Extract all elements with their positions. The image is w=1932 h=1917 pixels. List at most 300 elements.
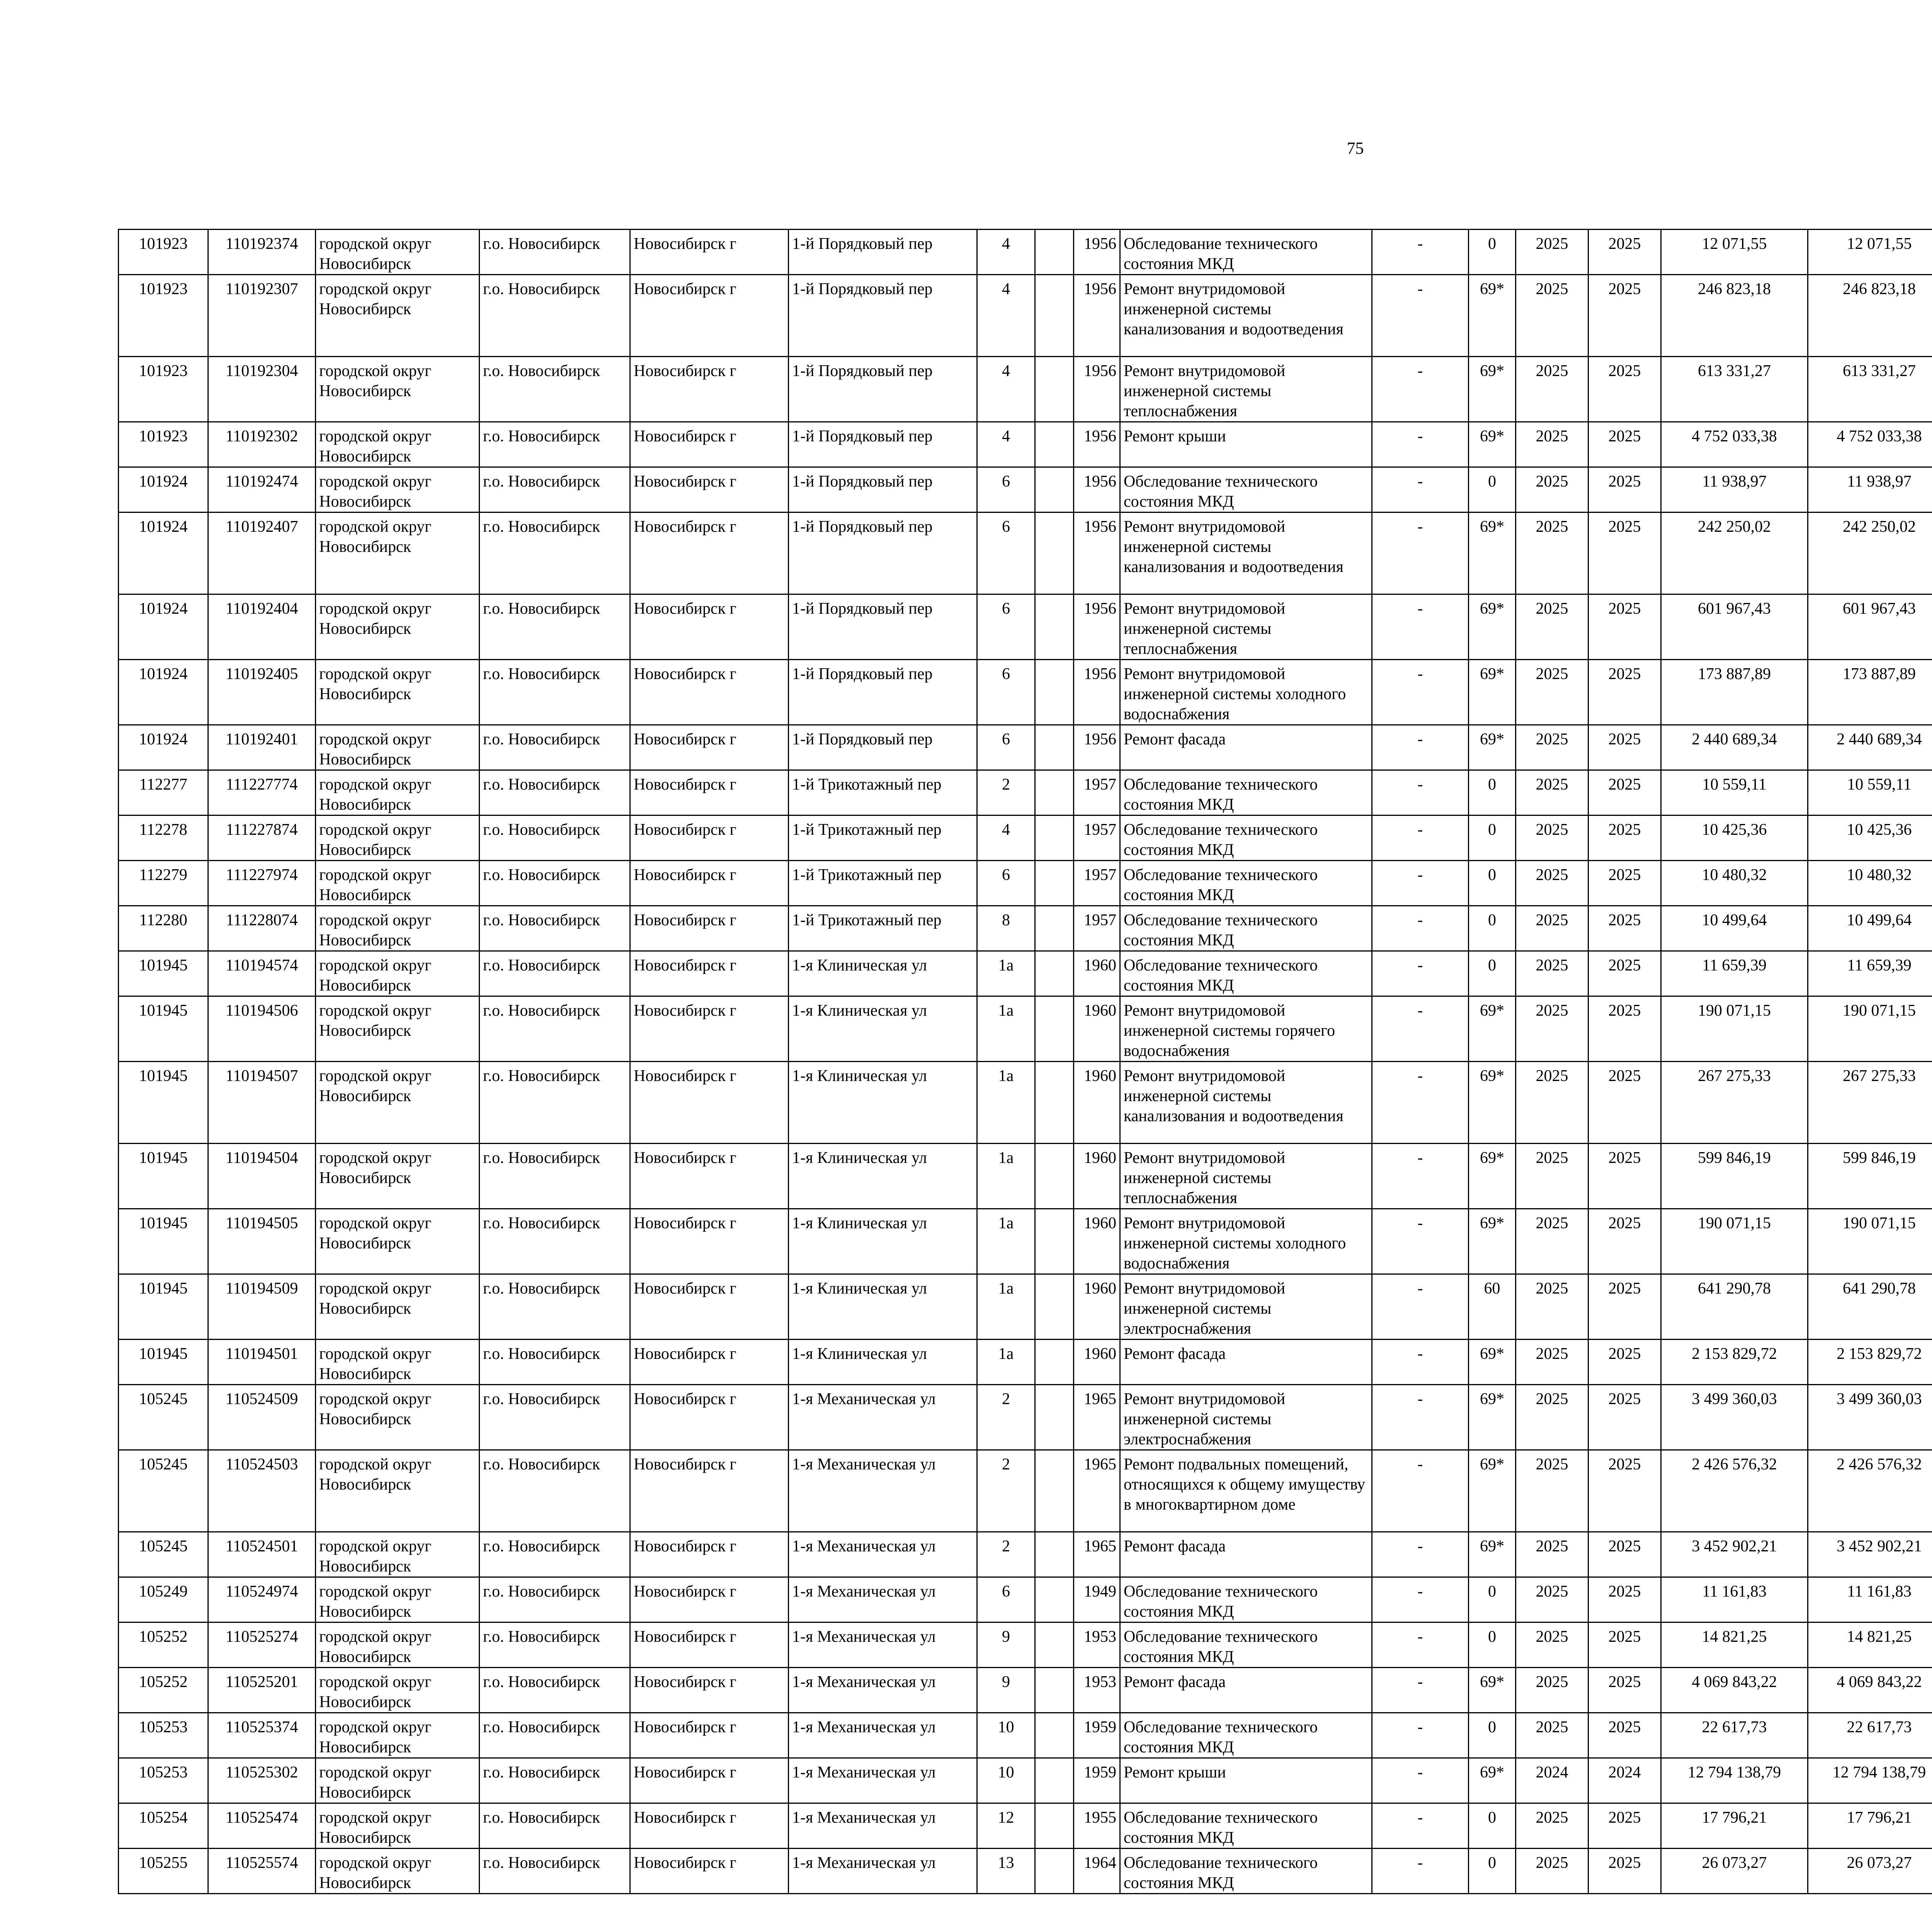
cell-house-id: 105245	[119, 1532, 208, 1577]
cell-house-number: 6	[977, 725, 1035, 770]
cell-building	[1035, 1209, 1074, 1274]
cell-work-type: Ремонт внутридомовой инженерной системы горячего водоснабжения	[1120, 996, 1372, 1062]
cell-municipality: городской округ Новосибирск	[316, 357, 480, 422]
table-row	[119, 951, 1932, 996]
cell-city: Новосибирск г	[630, 230, 789, 275]
cell-house-id: 105245	[119, 1385, 208, 1450]
table-row	[119, 1622, 1932, 1668]
cell-building	[1035, 1622, 1074, 1668]
cell-house-id: 101924	[119, 467, 208, 512]
cell-district: г.о. Новосибирск	[480, 467, 630, 512]
cell-cost-owners: 613 331,27	[1808, 357, 1932, 422]
cell-plan-year-end: 2025	[1588, 512, 1661, 594]
cell-col-dash: -	[1372, 906, 1469, 951]
cell-lifetime: 69*	[1469, 594, 1516, 660]
cell-work-id: 110194507	[208, 1062, 316, 1144]
table-row	[119, 230, 1932, 275]
cell-house-number: 9	[977, 1668, 1035, 1713]
cell-cost-owners: 173 887,89	[1808, 660, 1932, 725]
cell-lifetime: 69*	[1469, 1144, 1516, 1209]
cell-street: 1-я Клиническая ул	[789, 1062, 977, 1144]
cell-house-id: 112277	[119, 770, 208, 815]
cell-district: г.о. Новосибирск	[480, 770, 630, 815]
cell-lifetime: 0	[1469, 230, 1516, 275]
cell-plan-year-end: 2025	[1588, 1385, 1661, 1450]
cell-plan-year-start: 2024	[1516, 1758, 1588, 1803]
cell-total-cost: 10 559,11	[1661, 770, 1808, 815]
cell-district: г.о. Новосибирск	[480, 951, 630, 996]
cell-year-built: 1960	[1074, 996, 1120, 1062]
cell-plan-year-start: 2025	[1516, 1209, 1588, 1274]
cell-plan-year-start: 2025	[1516, 1274, 1588, 1340]
cell-plan-year-end: 2025	[1588, 1577, 1661, 1622]
cell-lifetime: 69*	[1469, 275, 1516, 357]
cell-street: 1-я Клиническая ул	[789, 996, 977, 1062]
repair-registry-table	[118, 229, 1932, 1894]
cell-city: Новосибирск г	[630, 996, 789, 1062]
cell-building	[1035, 422, 1074, 467]
cell-district: г.о. Новосибирск	[480, 725, 630, 770]
cell-year-built: 1956	[1074, 594, 1120, 660]
cell-building	[1035, 906, 1074, 951]
cell-year-built: 1957	[1074, 906, 1120, 951]
cell-total-cost: 601 967,43	[1661, 594, 1808, 660]
cell-work-type: Ремонт внутридомовой инженерной системы канализования и водоотведения	[1120, 512, 1372, 594]
cell-building	[1035, 275, 1074, 357]
cell-plan-year-start: 2025	[1516, 1713, 1588, 1758]
cell-city: Новосибирск г	[630, 1577, 789, 1622]
cell-year-built: 1956	[1074, 230, 1120, 275]
cell-building	[1035, 512, 1074, 594]
cell-work-type: Обследование технического состояния МКД	[1120, 1803, 1372, 1849]
cell-plan-year-start: 2025	[1516, 512, 1588, 594]
cell-year-built: 1953	[1074, 1622, 1120, 1668]
cell-building	[1035, 594, 1074, 660]
cell-district: г.о. Новосибирск	[480, 1758, 630, 1803]
cell-street: 1-я Механическая ул	[789, 1668, 977, 1713]
cell-building	[1035, 660, 1074, 725]
cell-street: 1-й Порядковый пер	[789, 275, 977, 357]
cell-lifetime: 0	[1469, 467, 1516, 512]
cell-lifetime: 69*	[1469, 1340, 1516, 1385]
cell-lifetime: 0	[1469, 906, 1516, 951]
cell-street: 1-й Порядковый пер	[789, 512, 977, 594]
cell-lifetime: 0	[1469, 1803, 1516, 1849]
cell-plan-year-start: 2025	[1516, 1849, 1588, 1894]
cell-work-id: 110194501	[208, 1340, 316, 1385]
cell-work-id: 110194509	[208, 1274, 316, 1340]
cell-work-type: Ремонт внутридомовой инженерной системы теплоснабжения	[1120, 594, 1372, 660]
cell-cost-owners: 10 559,11	[1808, 770, 1932, 815]
cell-house-id: 105254	[119, 1803, 208, 1849]
cell-plan-year-end: 2025	[1588, 906, 1661, 951]
cell-work-type: Ремонт внутридомовой инженерной системы холодного водоснабжения	[1120, 660, 1372, 725]
cell-city: Новосибирск г	[630, 1340, 789, 1385]
cell-district: г.о. Новосибирск	[480, 1849, 630, 1894]
cell-district: г.о. Новосибирск	[480, 512, 630, 594]
cell-total-cost: 22 617,73	[1661, 1713, 1808, 1758]
cell-district: г.о. Новосибирск	[480, 1385, 630, 1450]
cell-house-id: 101924	[119, 594, 208, 660]
cell-house-number: 1а	[977, 1062, 1035, 1144]
cell-col-dash: -	[1372, 861, 1469, 906]
cell-year-built: 1956	[1074, 275, 1120, 357]
table-row	[119, 357, 1932, 422]
cell-lifetime: 0	[1469, 951, 1516, 996]
cell-year-built: 1960	[1074, 1209, 1120, 1274]
cell-city: Новосибирск г	[630, 1532, 789, 1577]
cell-work-id: 110192401	[208, 725, 316, 770]
cell-plan-year-end: 2025	[1588, 275, 1661, 357]
cell-col-dash: -	[1372, 1803, 1469, 1849]
cell-street: 1-я Механическая ул	[789, 1849, 977, 1894]
cell-plan-year-end: 2025	[1588, 1668, 1661, 1713]
cell-municipality: городской округ Новосибирск	[316, 861, 480, 906]
cell-work-id: 110524501	[208, 1532, 316, 1577]
cell-total-cost: 242 250,02	[1661, 512, 1808, 594]
cell-building	[1035, 1803, 1074, 1849]
cell-district: г.о. Новосибирск	[480, 815, 630, 861]
cell-cost-owners: 10 425,36	[1808, 815, 1932, 861]
cell-col-dash: -	[1372, 1758, 1469, 1803]
cell-street: 1-й Порядковый пер	[789, 230, 977, 275]
cell-lifetime: 69*	[1469, 422, 1516, 467]
cell-municipality: городской округ Новосибирск	[316, 594, 480, 660]
cell-cost-owners: 190 071,15	[1808, 996, 1932, 1062]
cell-cost-owners: 11 938,97	[1808, 467, 1932, 512]
cell-total-cost: 26 073,27	[1661, 1849, 1808, 1894]
cell-house-number: 2	[977, 1450, 1035, 1532]
cell-district: г.о. Новосибирск	[480, 357, 630, 422]
cell-plan-year-end: 2025	[1588, 1340, 1661, 1385]
cell-cost-owners: 10 480,32	[1808, 861, 1932, 906]
cell-year-built: 1960	[1074, 1062, 1120, 1144]
cell-plan-year-start: 2025	[1516, 861, 1588, 906]
cell-work-type: Обследование технического состояния МКД	[1120, 906, 1372, 951]
cell-year-built: 1955	[1074, 1803, 1120, 1849]
cell-work-type: Ремонт крыши	[1120, 422, 1372, 467]
cell-municipality: городской округ Новосибирск	[316, 770, 480, 815]
cell-lifetime: 0	[1469, 815, 1516, 861]
cell-street: 1-я Клиническая ул	[789, 951, 977, 996]
cell-lifetime: 69*	[1469, 1385, 1516, 1450]
cell-city: Новосибирск г	[630, 725, 789, 770]
cell-work-type: Ремонт внутридомовой инженерной системы теплоснабжения	[1120, 357, 1372, 422]
cell-plan-year-end: 2025	[1588, 815, 1661, 861]
cell-plan-year-start: 2025	[1516, 357, 1588, 422]
cell-plan-year-start: 2025	[1516, 1062, 1588, 1144]
cell-work-id: 111227974	[208, 861, 316, 906]
cell-work-id: 110194506	[208, 996, 316, 1062]
cell-house-id: 105245	[119, 1450, 208, 1532]
cell-district: г.о. Новосибирск	[480, 1577, 630, 1622]
cell-col-dash: -	[1372, 1062, 1469, 1144]
table-row	[119, 725, 1932, 770]
cell-work-type: Ремонт внутридомовой инженерной системы канализования и водоотведения	[1120, 275, 1372, 357]
cell-municipality: городской округ Новосибирск	[316, 1668, 480, 1713]
table-row	[119, 1062, 1932, 1144]
cell-city: Новосибирск г	[630, 1713, 789, 1758]
cell-city: Новосибирск г	[630, 1849, 789, 1894]
cell-cost-owners: 10 499,64	[1808, 906, 1932, 951]
cell-house-number: 2	[977, 770, 1035, 815]
cell-work-id: 110525474	[208, 1803, 316, 1849]
cell-col-dash: -	[1372, 1532, 1469, 1577]
cell-house-id: 101945	[119, 1274, 208, 1340]
table-row	[119, 1340, 1932, 1385]
cell-col-dash: -	[1372, 660, 1469, 725]
cell-year-built: 1957	[1074, 815, 1120, 861]
cell-district: г.о. Новосибирск	[480, 230, 630, 275]
cell-col-dash: -	[1372, 1340, 1469, 1385]
cell-plan-year-start: 2025	[1516, 594, 1588, 660]
cell-city: Новосибирск г	[630, 357, 789, 422]
cell-building	[1035, 1577, 1074, 1622]
cell-district: г.о. Новосибирск	[480, 861, 630, 906]
cell-building	[1035, 770, 1074, 815]
cell-total-cost: 599 846,19	[1661, 1144, 1808, 1209]
cell-work-id: 111227774	[208, 770, 316, 815]
cell-plan-year-end: 2025	[1588, 660, 1661, 725]
cell-plan-year-end: 2025	[1588, 1450, 1661, 1532]
cell-house-number: 1а	[977, 1274, 1035, 1340]
cell-work-id: 110525374	[208, 1713, 316, 1758]
cell-work-type: Обследование технического состояния МКД	[1120, 1622, 1372, 1668]
cell-work-type: Ремонт внутридомовой инженерной системы канализования и водоотведения	[1120, 1062, 1372, 1144]
cell-cost-owners: 2 440 689,34	[1808, 725, 1932, 770]
cell-house-id: 101945	[119, 1209, 208, 1274]
cell-lifetime: 69*	[1469, 1450, 1516, 1532]
cell-year-built: 1949	[1074, 1577, 1120, 1622]
cell-lifetime: 0	[1469, 861, 1516, 906]
cell-plan-year-start: 2025	[1516, 725, 1588, 770]
cell-cost-owners: 22 617,73	[1808, 1713, 1932, 1758]
cell-year-built: 1956	[1074, 660, 1120, 725]
cell-col-dash: -	[1372, 1668, 1469, 1713]
cell-city: Новосибирск г	[630, 1803, 789, 1849]
table-row	[119, 906, 1932, 951]
cell-year-built: 1957	[1074, 861, 1120, 906]
cell-city: Новосибирск г	[630, 1144, 789, 1209]
cell-year-built: 1960	[1074, 1340, 1120, 1385]
cell-work-type: Обследование технического состояния МКД	[1120, 815, 1372, 861]
cell-house-number: 8	[977, 906, 1035, 951]
cell-building	[1035, 1849, 1074, 1894]
cell-year-built: 1956	[1074, 357, 1120, 422]
cell-house-id: 101924	[119, 660, 208, 725]
cell-municipality: городской округ Новосибирск	[316, 512, 480, 594]
cell-plan-year-start: 2025	[1516, 422, 1588, 467]
cell-work-type: Ремонт крыши	[1120, 1758, 1372, 1803]
cell-house-id: 105252	[119, 1668, 208, 1713]
cell-work-type: Ремонт внутридомовой инженерной системы холодного водоснабжения	[1120, 1209, 1372, 1274]
cell-work-id: 110192404	[208, 594, 316, 660]
cell-house-id: 101924	[119, 512, 208, 594]
cell-house-number: 1а	[977, 951, 1035, 996]
cell-municipality: городской округ Новосибирск	[316, 275, 480, 357]
cell-district: г.о. Новосибирск	[480, 422, 630, 467]
cell-building	[1035, 1385, 1074, 1450]
cell-work-type: Обследование технического состояния МКД	[1120, 1713, 1372, 1758]
cell-work-id: 110192405	[208, 660, 316, 725]
cell-total-cost: 2 153 829,72	[1661, 1340, 1808, 1385]
cell-work-type: Ремонт внутридомовой инженерной системы электроснабжения	[1120, 1385, 1372, 1450]
cell-cost-owners: 267 275,33	[1808, 1062, 1932, 1144]
cell-house-number: 6	[977, 660, 1035, 725]
cell-house-number: 1а	[977, 996, 1035, 1062]
cell-plan-year-end: 2025	[1588, 467, 1661, 512]
cell-plan-year-end: 2025	[1588, 1713, 1661, 1758]
cell-district: г.о. Новосибирск	[480, 1144, 630, 1209]
cell-house-id: 112278	[119, 815, 208, 861]
cell-cost-owners: 12 071,55	[1808, 230, 1932, 275]
cell-lifetime: 69*	[1469, 1209, 1516, 1274]
cell-municipality: городской округ Новосибирск	[316, 951, 480, 996]
cell-plan-year-end: 2025	[1588, 357, 1661, 422]
cell-lifetime: 60	[1469, 1274, 1516, 1340]
cell-building	[1035, 467, 1074, 512]
cell-plan-year-start: 2025	[1516, 1340, 1588, 1385]
cell-street: 1-й Порядковый пер	[789, 422, 977, 467]
cell-cost-owners: 4 752 033,38	[1808, 422, 1932, 467]
cell-building	[1035, 357, 1074, 422]
cell-cost-owners: 2 426 576,32	[1808, 1450, 1932, 1532]
cell-municipality: городской округ Новосибирск	[316, 230, 480, 275]
cell-house-number: 1а	[977, 1144, 1035, 1209]
table-row	[119, 815, 1932, 861]
cell-district: г.о. Новосибирск	[480, 1062, 630, 1144]
cell-work-id: 110192474	[208, 467, 316, 512]
cell-total-cost: 17 796,21	[1661, 1803, 1808, 1849]
cell-street: 1-я Механическая ул	[789, 1450, 977, 1532]
cell-work-id: 110525574	[208, 1849, 316, 1894]
cell-street: 1-я Механическая ул	[789, 1577, 977, 1622]
cell-city: Новосибирск г	[630, 1274, 789, 1340]
cell-house-id: 112280	[119, 906, 208, 951]
cell-district: г.о. Новосибирск	[480, 1803, 630, 1849]
cell-house-number: 6	[977, 861, 1035, 906]
cell-building	[1035, 725, 1074, 770]
cell-building	[1035, 1062, 1074, 1144]
cell-work-id: 110525201	[208, 1668, 316, 1713]
cell-plan-year-end: 2025	[1588, 1209, 1661, 1274]
table-row	[119, 1144, 1932, 1209]
cell-total-cost: 190 071,15	[1661, 1209, 1808, 1274]
cell-year-built: 1964	[1074, 1849, 1120, 1894]
cell-building	[1035, 1713, 1074, 1758]
cell-house-number: 1а	[977, 1209, 1035, 1274]
cell-district: г.о. Новосибирск	[480, 906, 630, 951]
cell-district: г.о. Новосибирск	[480, 660, 630, 725]
cell-lifetime: 0	[1469, 1622, 1516, 1668]
cell-municipality: городской округ Новосибирск	[316, 906, 480, 951]
cell-cost-owners: 14 821,25	[1808, 1622, 1932, 1668]
cell-plan-year-start: 2025	[1516, 1450, 1588, 1532]
cell-lifetime: 69*	[1469, 725, 1516, 770]
cell-plan-year-end: 2025	[1588, 1803, 1661, 1849]
cell-house-id: 105253	[119, 1758, 208, 1803]
cell-street: 1-й Трикотажный пер	[789, 770, 977, 815]
cell-house-number: 13	[977, 1849, 1035, 1894]
cell-municipality: городской округ Новосибирск	[316, 1849, 480, 1894]
cell-col-dash: -	[1372, 467, 1469, 512]
cell-house-number: 1а	[977, 1340, 1035, 1385]
cell-street: 1-я Механическая ул	[789, 1713, 977, 1758]
cell-col-dash: -	[1372, 230, 1469, 275]
cell-house-number: 4	[977, 357, 1035, 422]
cell-work-type: Обследование технического состояния МКД	[1120, 770, 1372, 815]
cell-municipality: городской округ Новосибирск	[316, 1144, 480, 1209]
cell-work-id: 110525274	[208, 1622, 316, 1668]
cell-house-number: 10	[977, 1758, 1035, 1803]
cell-cost-owners: 17 796,21	[1808, 1803, 1932, 1849]
cell-plan-year-end: 2025	[1588, 1144, 1661, 1209]
cell-house-id: 101945	[119, 1144, 208, 1209]
cell-plan-year-start: 2025	[1516, 1577, 1588, 1622]
cell-col-dash: -	[1372, 1577, 1469, 1622]
cell-house-number: 2	[977, 1385, 1035, 1450]
table-row	[119, 1849, 1932, 1894]
cell-street: 1-я Механическая ул	[789, 1385, 977, 1450]
cell-building	[1035, 1144, 1074, 1209]
cell-col-dash: -	[1372, 422, 1469, 467]
cell-municipality: городской округ Новосибирск	[316, 1274, 480, 1340]
cell-col-dash: -	[1372, 1450, 1469, 1532]
cell-lifetime: 0	[1469, 770, 1516, 815]
cell-city: Новосибирск г	[630, 422, 789, 467]
cell-plan-year-end: 2025	[1588, 1062, 1661, 1144]
cell-work-type: Обследование технического состояния МКД	[1120, 1849, 1372, 1894]
cell-municipality: городской округ Новосибирск	[316, 467, 480, 512]
cell-plan-year-end: 2025	[1588, 951, 1661, 996]
cell-street: 1-й Порядковый пер	[789, 357, 977, 422]
cell-municipality: городской округ Новосибирск	[316, 422, 480, 467]
cell-street: 1-й Трикотажный пер	[789, 815, 977, 861]
cell-city: Новосибирск г	[630, 275, 789, 357]
cell-district: г.о. Новосибирск	[480, 1622, 630, 1668]
cell-plan-year-start: 2025	[1516, 951, 1588, 996]
cell-city: Новосибирск г	[630, 660, 789, 725]
cell-plan-year-end: 2024	[1588, 1758, 1661, 1803]
cell-col-dash: -	[1372, 1622, 1469, 1668]
cell-col-dash: -	[1372, 815, 1469, 861]
cell-total-cost: 12 071,55	[1661, 230, 1808, 275]
table-row	[119, 1668, 1932, 1713]
cell-plan-year-start: 2025	[1516, 1532, 1588, 1577]
cell-work-id: 110524509	[208, 1385, 316, 1450]
table-row	[119, 275, 1932, 357]
cell-cost-owners: 4 069 843,22	[1808, 1668, 1932, 1713]
cell-district: г.о. Новосибирск	[480, 1209, 630, 1274]
cell-plan-year-start: 2025	[1516, 1144, 1588, 1209]
cell-city: Новосибирск г	[630, 861, 789, 906]
cell-municipality: городской округ Новосибирск	[316, 1062, 480, 1144]
cell-col-dash: -	[1372, 275, 1469, 357]
cell-street: 1-я Клиническая ул	[789, 1144, 977, 1209]
cell-house-number: 6	[977, 467, 1035, 512]
cell-work-id: 110194504	[208, 1144, 316, 1209]
cell-street: 1-я Механическая ул	[789, 1803, 977, 1849]
table-row	[119, 512, 1932, 594]
cell-work-type: Ремонт внутридомовой инженерной системы теплоснабжения	[1120, 1144, 1372, 1209]
cell-year-built: 1960	[1074, 1144, 1120, 1209]
cell-house-id: 105252	[119, 1622, 208, 1668]
cell-city: Новосибирск г	[630, 467, 789, 512]
cell-house-id: 101945	[119, 951, 208, 996]
cell-cost-owners: 12 794 138,79	[1808, 1758, 1932, 1803]
cell-building	[1035, 951, 1074, 996]
cell-year-built: 1956	[1074, 512, 1120, 594]
